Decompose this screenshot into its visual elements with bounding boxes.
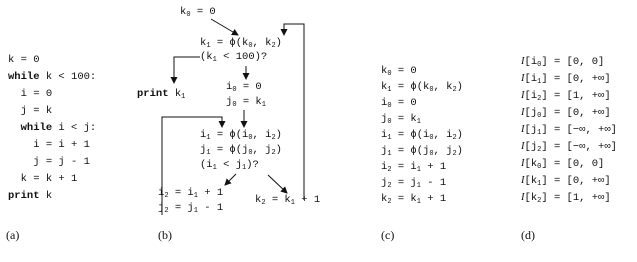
ssa-line-5: $i_1 = \phi(i_0$, $i_2$): [381, 129, 463, 142]
range-line-6: $I[j_2]$ = [−∞, +∞]: [521, 141, 617, 154]
range-line-9: $I[k_2] = [1$, +∞]: [521, 192, 611, 205]
caption-b: (b): [158, 228, 172, 242]
code-line-2: while k < 100:: [8, 71, 97, 83]
node-k1-phi: $k_1 = \phi(k_0$, $k_2$): [200, 37, 282, 50]
code-line-9: print k: [8, 190, 53, 202]
range-line-4: $I[j_0] = [0$, +∞]: [521, 107, 611, 120]
ssa-line-1: $k_0 = 0$: [381, 65, 417, 78]
ssa-line-4: $j_0 = k_1$: [381, 113, 421, 126]
code-line-4: j = k: [20, 105, 53, 117]
edge-j2-back-to-i1: [162, 117, 222, 215]
node-j1-phi: $j_1 = \phi(j_0$, $j_2$): [200, 144, 282, 157]
caption-a: (a): [6, 228, 20, 242]
ssa-line-2: $k_1 = \phi(k_0$, $k_2$): [381, 81, 463, 94]
node-j2: $j_2 = j_1 - 1$: [158, 202, 224, 215]
node-print: print $k_1$: [137, 88, 186, 101]
caption-d: (d): [521, 228, 535, 242]
edge-k2-back-to-k1: [284, 24, 304, 200]
ssa-line-7: $i_2 = i_1 + 1$: [381, 161, 447, 174]
range-line-7: $I[k_0] = [0$, 0]: [521, 158, 605, 171]
code-line-1: k = 0: [8, 54, 40, 66]
node-k2: $k_2 = k_1 + 1$: [255, 194, 321, 207]
edge-k0-to-k1: [211, 19, 238, 35]
node-j0: $j_0 = k_1$: [226, 96, 266, 109]
ssa-line-6: $j_1 = \phi(j_0$, $j_2$): [381, 145, 463, 158]
code-line-5: while i < j:: [20, 122, 97, 134]
code-line-3: i = 0: [20, 88, 53, 100]
node-i1-phi: $i_1 = \phi(i_0$, $i_2$): [200, 129, 282, 142]
code-line-8: k = k + 1: [20, 173, 78, 185]
range-line-1: $I[i_0] = [0$, 0]: [521, 56, 605, 69]
caption-c: (c): [381, 228, 395, 242]
ssa-line-9: $k_2 = k_1 + 1$: [381, 193, 447, 206]
code-line-7: j = j - 1: [33, 156, 90, 168]
node-k0: $k_0 = 0$: [180, 6, 216, 19]
range-line-8: $I[k_1] = [0$, +∞]: [521, 175, 611, 188]
ssa-line-3: $i_0 = 0$: [381, 97, 417, 110]
edge-cond2-true-to-i2: [225, 174, 236, 185]
ssa-line-8: $j_2 = j_1 - 1$: [381, 177, 447, 190]
range-line-5: $I[j_1]$ = [−∞, +∞]: [521, 124, 617, 137]
range-line-2: $I[i_1] = [0$, +∞]: [521, 73, 611, 86]
edge-cond2-false-to-k2: [268, 175, 287, 193]
code-line-6: i = i + 1: [33, 139, 90, 151]
node-i2: $i_2 = i_1 + 1$: [158, 187, 224, 200]
node-i0: $i_0 = 0$: [226, 81, 262, 94]
node-cond-i1-j1: $(i_1 < j_1)$?: [200, 159, 259, 172]
range-line-3: $I[i_2] = [1$, +∞]: [521, 90, 611, 103]
node-cond-k1: $(k_1 < 100)$?: [200, 51, 268, 64]
edge-cond-false-to-print: [174, 57, 200, 83]
